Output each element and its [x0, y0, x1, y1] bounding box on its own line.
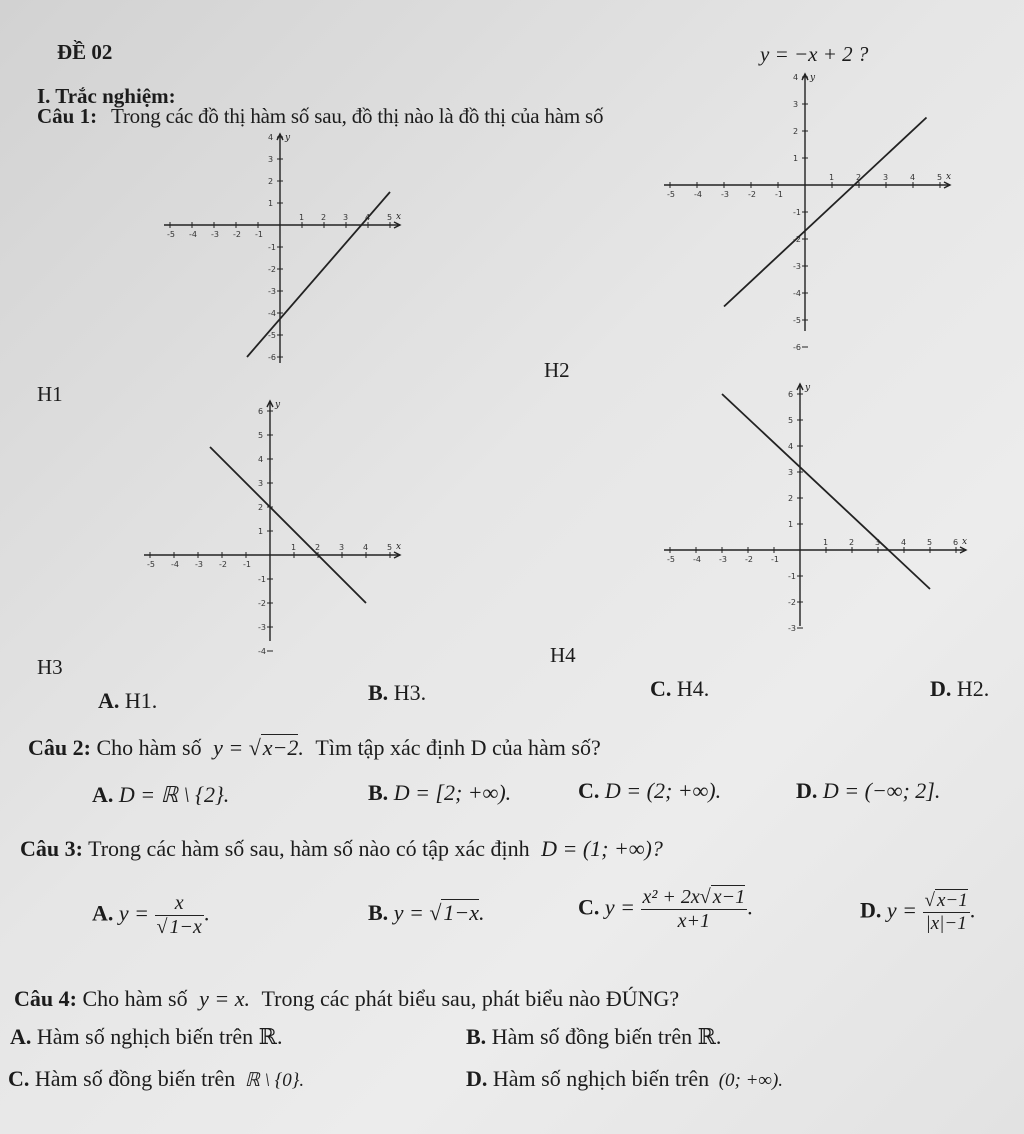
- q4-option-c-text: Hàm số đồng biến trên: [34, 1066, 236, 1091]
- q3-text: Trong các hàm số sau, hàm số nào có tập xác định: [88, 836, 530, 861]
- q4-option-d-text: Hàm số nghịch biến trên: [492, 1066, 710, 1091]
- q3-option-a-lhs: y =: [118, 900, 150, 926]
- y-tick-label: -2: [793, 235, 801, 244]
- x-tick-label: -2: [745, 555, 753, 564]
- y-tick-label: -1: [258, 575, 266, 584]
- x-tick-label: -5: [667, 555, 675, 564]
- q3-domain: D = (1; +∞)?: [541, 836, 663, 861]
- q1-option-d-text: H2.: [956, 676, 990, 701]
- q4-option-a[interactable]: [10, 1024, 282, 1050]
- x-tick-label: -1: [775, 190, 783, 199]
- question-3: [20, 836, 663, 862]
- y-tick-label: -6: [793, 343, 801, 352]
- series-line-h2: [724, 118, 927, 307]
- q3-option-b-expr: y = √1−x.: [393, 900, 485, 925]
- question-4: [14, 986, 679, 1012]
- y-tick-label: 5: [258, 431, 264, 440]
- q2-option-b[interactable]: [368, 780, 511, 806]
- q3-option-c-fraction: [641, 886, 748, 933]
- q3-option-a[interactable]: [92, 892, 209, 939]
- q1-option-c-text: H4.: [676, 676, 710, 701]
- q2-option-d[interactable]: [796, 778, 940, 804]
- graph-h2: [655, 70, 965, 352]
- q1-label: Câu 1:: [37, 104, 98, 128]
- x-tick-label: 5: [937, 173, 943, 182]
- q3-option-d-letter: D.: [860, 897, 882, 923]
- q3-option-c-end: .: [747, 894, 753, 920]
- q4-function: y = x.: [199, 986, 250, 1011]
- x-tick-label: 4: [365, 213, 371, 222]
- q2-option-a-text: D = ℝ \ {2}.: [118, 782, 230, 807]
- q3-option-c-letter: C.: [578, 894, 600, 920]
- q4-text-before: Cho hàm số: [82, 986, 188, 1011]
- graph-h1: [150, 130, 420, 370]
- x-tick-label: 2: [321, 213, 327, 222]
- x-axis-label: x: [946, 172, 952, 182]
- h1-plot: [164, 133, 401, 363]
- q1-option-b-text: H3.: [393, 680, 427, 705]
- y-tick-label: -1: [268, 243, 276, 252]
- y-tick-label: -3: [268, 287, 276, 296]
- y-tick-label: -4: [258, 647, 266, 656]
- x-tick-label: 6: [953, 538, 959, 547]
- y-tick-label: 5: [788, 416, 794, 425]
- q3-option-a-numerator: x: [155, 892, 204, 916]
- x-tick-label: -3: [211, 230, 219, 239]
- x-tick-label: 4: [901, 538, 907, 547]
- q2-option-c[interactable]: [578, 778, 721, 804]
- q2-text-before: Cho hàm số: [96, 735, 202, 760]
- x-tick-label: -4: [189, 230, 197, 239]
- q2-option-a[interactable]: [92, 782, 229, 808]
- x-tick-label: -1: [771, 555, 779, 564]
- x-tick-label: 3: [343, 213, 349, 222]
- x-axis-label: x: [396, 212, 402, 222]
- y-tick-label: 3: [268, 155, 274, 164]
- section-heading: I. Trắc nghiệm:: [37, 84, 176, 108]
- q3-option-b[interactable]: [368, 900, 485, 926]
- q3-option-a-fraction: [155, 892, 204, 939]
- q1-option-a[interactable]: [98, 688, 157, 714]
- y-tick-label: 2: [788, 494, 794, 503]
- q3-option-b-end: .: [479, 900, 485, 925]
- q3-option-d-end: .: [969, 897, 976, 923]
- q2-text-after: Tìm tập xác định D của hàm số?: [315, 735, 601, 760]
- x-tick-label: 2: [856, 173, 862, 182]
- q3-option-a-letter: A.: [92, 900, 114, 926]
- graph-h4: [660, 360, 980, 633]
- y-axis-label: y: [275, 400, 281, 410]
- graph-label-h2: H2: [544, 358, 570, 382]
- x-tick-label: 1: [291, 543, 297, 552]
- q2-option-b-letter: B.: [368, 780, 389, 805]
- x-tick-label: -4: [693, 555, 701, 564]
- q3-option-d[interactable]: [860, 890, 975, 935]
- q4-option-b[interactable]: [466, 1024, 721, 1050]
- y-tick-label: -1: [793, 208, 801, 217]
- x-tick-label: -2: [233, 230, 241, 239]
- y-axis-label: y: [810, 73, 816, 83]
- q4-option-d-set: (0; +∞).: [718, 1070, 784, 1091]
- q1-option-a-text: H1.: [124, 688, 158, 713]
- h2-plot: [664, 73, 951, 352]
- q2-option-b-text: D = [2; +∞).: [393, 780, 512, 805]
- x-tick-label: -5: [147, 560, 155, 569]
- q3-option-a-end: .: [203, 900, 210, 926]
- q1-option-c[interactable]: [650, 676, 709, 702]
- x-tick-label: 5: [387, 543, 393, 552]
- q4-option-d[interactable]: [466, 1066, 783, 1092]
- x-axis-label: x: [396, 542, 402, 552]
- y-tick-label: -5: [268, 331, 276, 340]
- x-tick-label: -2: [219, 560, 227, 569]
- y-tick-label: 1: [258, 527, 264, 536]
- x-tick-label: -3: [195, 560, 203, 569]
- x-tick-label: -1: [243, 560, 251, 569]
- q1-option-b-letter: B.: [368, 680, 389, 705]
- h4-plot: [664, 383, 967, 633]
- x-tick-label: -3: [721, 190, 729, 199]
- q3-option-c-num-a: x² + 2x: [642, 886, 700, 908]
- y-tick-label: -5: [793, 316, 801, 325]
- x-tick-label: -5: [667, 190, 675, 199]
- q3-option-a-den-radicand: 1−x: [169, 916, 202, 938]
- q3-option-c-num-radicand: x−1: [712, 886, 746, 908]
- y-tick-label: -3: [258, 623, 266, 632]
- y-tick-label: 1: [793, 154, 799, 163]
- q3-option-c-lhs: y =: [604, 894, 636, 920]
- graph-label-h1: H1: [37, 382, 63, 406]
- y-tick-label: -3: [788, 624, 796, 633]
- q2-label: Câu 2:: [28, 735, 91, 760]
- q4-option-c-letter: C.: [8, 1066, 30, 1091]
- y-tick-label: 6: [788, 390, 794, 399]
- x-tick-label: -4: [694, 190, 702, 199]
- q3-option-d-numerator: √ x−1: [924, 890, 968, 911]
- q2-option-a-letter: A.: [92, 782, 114, 807]
- y-tick-label: 4: [258, 455, 264, 464]
- x-tick-label: 3: [875, 538, 881, 547]
- y-tick-label: -2: [268, 265, 276, 274]
- h3-plot: [144, 400, 401, 656]
- q4-option-c[interactable]: [8, 1066, 304, 1092]
- q4-option-a-text: Hàm số nghịch biến trên ℝ.: [36, 1024, 283, 1049]
- y-tick-label: -1: [788, 572, 796, 581]
- graph-h3: [140, 395, 420, 656]
- q4-text-after: Trong các phát biểu sau, phát biểu nào ĐÚNG?: [261, 986, 680, 1011]
- x-tick-label: 5: [927, 538, 933, 547]
- q3-option-d-denominator: |x|−1: [925, 913, 967, 934]
- y-tick-label: -4: [268, 309, 276, 318]
- x-tick-label: 1: [829, 173, 835, 182]
- y-tick-label: 4: [788, 442, 794, 451]
- q2-function: y = √x−2.: [213, 735, 304, 760]
- series-line-h4: [722, 394, 933, 589]
- y-tick-label: 1: [268, 199, 274, 208]
- q3-option-c[interactable]: [578, 886, 753, 933]
- x-tick-label: 3: [339, 543, 345, 552]
- q4-option-c-set: ℝ \ {0}.: [244, 1070, 305, 1091]
- graph-label-h4: H4: [550, 643, 576, 667]
- q2-option-c-text: D = (2; +∞).: [604, 778, 722, 803]
- series-line-h1: [247, 192, 393, 357]
- x-tick-label: 3: [883, 173, 889, 182]
- x-tick-label: 5: [387, 213, 393, 222]
- y-tick-label: -4: [793, 289, 801, 298]
- x-tick-label: 2: [315, 543, 321, 552]
- y-tick-label: 3: [258, 479, 264, 488]
- question-2: [28, 735, 601, 761]
- q4-option-b-text: Hàm số đồng biến trên ℝ.: [491, 1024, 722, 1049]
- q1-text: Trong các đồ thị hàm số sau, đồ thị nào là đồ thị của hàm số: [111, 104, 604, 128]
- series-line-h3: [210, 447, 369, 603]
- x-tick-label: 1: [299, 213, 305, 222]
- q2-option-d-text: D = (−∞; 2].: [822, 778, 941, 803]
- q2-function-lhs: y =: [213, 735, 249, 760]
- q3-option-a-denominator: √ 1−x: [156, 916, 202, 938]
- q2-option-c-letter: C.: [578, 778, 600, 803]
- q4-option-a-letter: A.: [10, 1024, 32, 1049]
- q1-option-b[interactable]: [368, 680, 426, 706]
- q4-label: Câu 4:: [14, 986, 77, 1011]
- q3-option-d-fraction: [923, 890, 970, 935]
- q1-option-d[interactable]: [930, 676, 989, 702]
- x-tick-label: -3: [719, 555, 727, 564]
- q2-function-radicand: x−2: [262, 735, 299, 760]
- y-tick-label: 2: [793, 127, 799, 136]
- q1-option-d-letter: D.: [930, 676, 952, 701]
- q2-option-d-letter: D.: [796, 778, 818, 803]
- graph-label-h3: H3: [37, 655, 63, 679]
- q4-option-b-letter: B.: [466, 1024, 487, 1049]
- x-tick-label: -5: [167, 230, 175, 239]
- y-tick-label: 2: [268, 177, 274, 186]
- y-axis-label: y: [285, 133, 291, 143]
- q1-option-a-letter: A.: [98, 688, 120, 713]
- q1-option-c-letter: C.: [650, 676, 672, 701]
- x-tick-label: 2: [849, 538, 855, 547]
- y-tick-label: 4: [793, 73, 799, 82]
- y-tick-label: 3: [793, 100, 799, 109]
- y-tick-label: -2: [788, 598, 796, 607]
- q3-option-c-denominator: x+1: [677, 910, 710, 932]
- exam-title: ĐỀ 02: [57, 40, 113, 64]
- q3-option-d-num-radicand: x−1: [936, 890, 968, 911]
- x-tick-label: 4: [910, 173, 916, 182]
- x-tick-label: -2: [748, 190, 756, 199]
- y-axis-label: y: [805, 383, 811, 393]
- x-tick-label: -4: [171, 560, 179, 569]
- y-tick-label: 4: [268, 133, 274, 142]
- y-tick-label: 6: [258, 407, 264, 416]
- x-axis-label: x: [962, 537, 968, 547]
- y-tick-label: -2: [258, 599, 266, 608]
- x-tick-label: 4: [363, 543, 369, 552]
- q2-function-end: .: [298, 735, 304, 760]
- q3-option-d-lhs: y =: [886, 897, 918, 923]
- y-tick-label: 2: [258, 503, 264, 512]
- x-tick-label: 1: [823, 538, 829, 547]
- q1-function: y = −x + 2 ?: [760, 42, 869, 66]
- y-tick-label: -6: [268, 353, 276, 362]
- q3-option-b-radicand: 1−x: [443, 900, 480, 925]
- q4-option-d-letter: D.: [466, 1066, 488, 1091]
- y-tick-label: 1: [788, 520, 794, 529]
- q3-option-b-letter: B.: [368, 900, 389, 925]
- q3-label: Câu 3:: [20, 836, 83, 861]
- q3-option-c-numerator: x² + 2x√ x−1: [642, 886, 746, 908]
- x-tick-label: -1: [255, 230, 263, 239]
- y-tick-label: 3: [788, 468, 794, 477]
- y-tick-label: -3: [793, 262, 801, 271]
